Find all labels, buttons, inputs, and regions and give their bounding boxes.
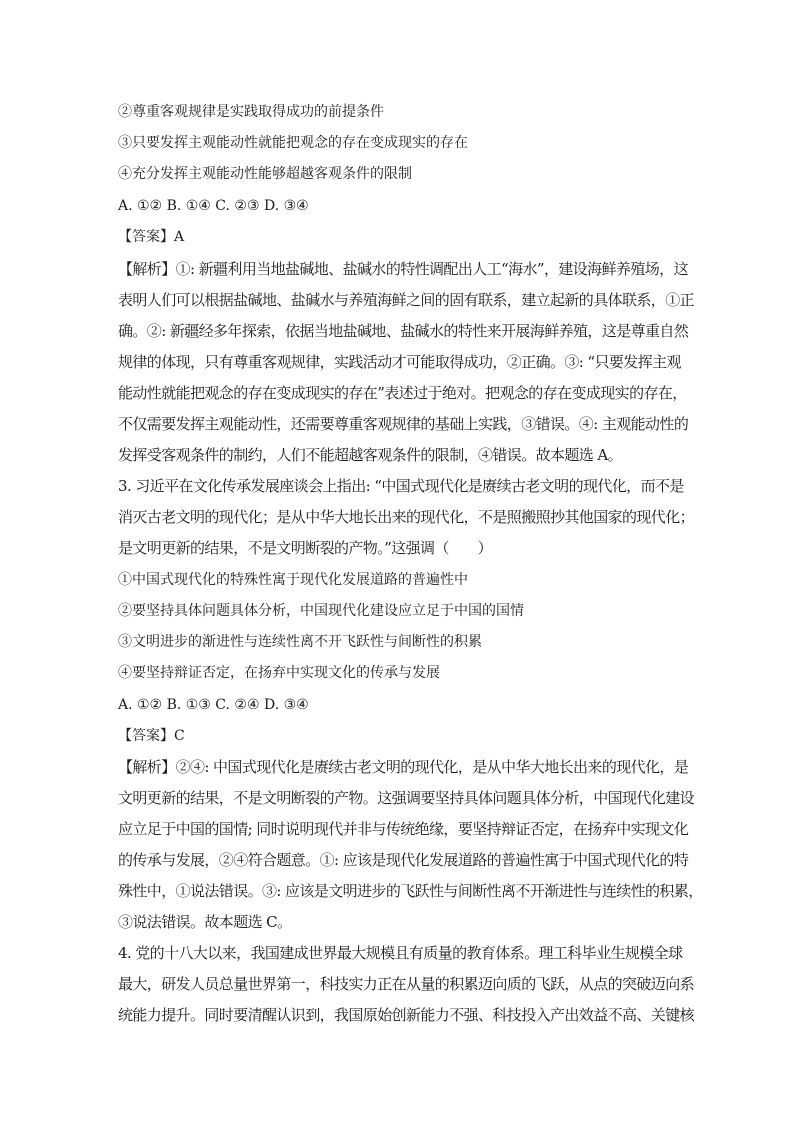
q2-option-3: ③只要发挥主观能动性就能把观念的存在变成现实的存在 xyxy=(118,135,468,151)
q2-option-4: ④充分发挥主观能动性能够超越客观条件的限制 xyxy=(118,166,412,182)
q3-answer: 【答案】C xyxy=(118,728,185,744)
q3-analysis-line: 的传承与发展，②④符合题意。①: 应该是现代化发展道路的普遍性寓于中国式现代化的特 xyxy=(118,851,689,869)
q3-option-2: ②要坚持具体问题具体分析，中国现代化建设应立足于中国的国情 xyxy=(118,603,524,619)
q3-analysis-line: 【解析】②④: 中国式现代化是赓续古老文明的现代化，是从中华大地长出来的现代化，是 xyxy=(118,758,689,776)
q2-analysis-line: 规律的体现，只有尊重客观规律，实践活动才可能取得成功，②正确。③: “只要发挥主观 xyxy=(118,353,681,371)
q3-option-3: ③文明进步的渐进性与连续性离不开飞跃性与间断性的积累 xyxy=(118,634,482,650)
q2-analysis-line: 表明人们可以根据盐碱地、盐碱水与养殖海鲜之间的固有联系，建立起新的具体联系，①正 xyxy=(118,291,695,309)
q4-stem-line: 统能力提升。同时要清醒认识到，我国原始创新能力不强、科技投入产出效益不高、关键核 xyxy=(118,1006,695,1024)
q2-option-2: ②尊重客观规律是实践取得成功的前提条件 xyxy=(118,104,384,120)
q3-stem-line: 消灭古老文明的现代化；是从中华大地长出来的现代化，不是照搬照抄其他国家的现代化； xyxy=(118,508,695,526)
q2-choices: A. ①② B. ①④ C. ②③ D. ③④ xyxy=(118,198,309,214)
q3-option-4: ④要坚持辩证否定，在扬弃中实现文化的传承与发展 xyxy=(118,665,440,681)
q3-stem-line: 3. 习近平在文化传承发展座谈会上指出: “中国式现代化是赓续古老文明的现代化，而不是 xyxy=(118,477,684,495)
q2-answer: 【答案】A xyxy=(118,229,185,245)
q4-stem-line: 最大，研发人员总量世界第一，科技实力正在从量的积累迈向质的飞跃，从点的突破迈向系 xyxy=(118,975,695,993)
q3-choices: A. ①② B. ①③ C. ②④ D. ③④ xyxy=(118,697,309,713)
q3-analysis-line: ③说法错误。故本题选 C。 xyxy=(118,913,292,931)
q2-analysis-line: 【解析】①: 新疆利用当地盐碱地、盐碱水的特性调配出人工“海水”，建设海鲜养殖场，这 xyxy=(118,260,688,278)
q2-analysis-line: 能动性就能把观念的存在变成现实的存在”表述过于绝对。把观念的存在变成现实的存在， xyxy=(118,384,687,402)
q3-analysis-line: 文明更新的结果，不是文明断裂的产物。这强调要坚持具体问题具体分析，中国现代化建设 xyxy=(118,789,695,807)
q3-stem-line: 是文明更新的结果，不是文明断裂的产物。”这强调（ ） xyxy=(118,539,492,557)
q3-analysis-line: 殊性中，①说法错误。③: 应该是文明进步的飞跃性与间断性离不开渐进性与连续性的积累， xyxy=(118,882,703,900)
q3-analysis-line: 应立足于中国的国情; 同时说明现代并非与传统绝缘，要坚持辩证否定，在扬弃中实现文化 xyxy=(118,820,689,838)
q2-analysis-line: 发挥受客观条件的制约，人们不能超越客观条件的限制，④错误。故本题选 A。 xyxy=(118,446,623,464)
q3-option-1: ①中国式现代化的特殊性寓于现代化发展道路的普遍性中 xyxy=(118,572,468,588)
q2-analysis-line: 不仅需要发挥主观能动性，还需要尊重客观规律的基础上实践，③错误。④: 主观能动性的 xyxy=(118,415,689,433)
q4-stem-line: 4. 党的十八大以来，我国建成世界最大规模且有质量的教育体系。理工科毕业生规模全球 xyxy=(118,944,683,962)
q2-analysis-line: 确。②: 新疆经多年探索，依据当地盐碱地、盐碱水的特性来开展海鲜养殖，这是尊重自然 xyxy=(118,322,689,340)
